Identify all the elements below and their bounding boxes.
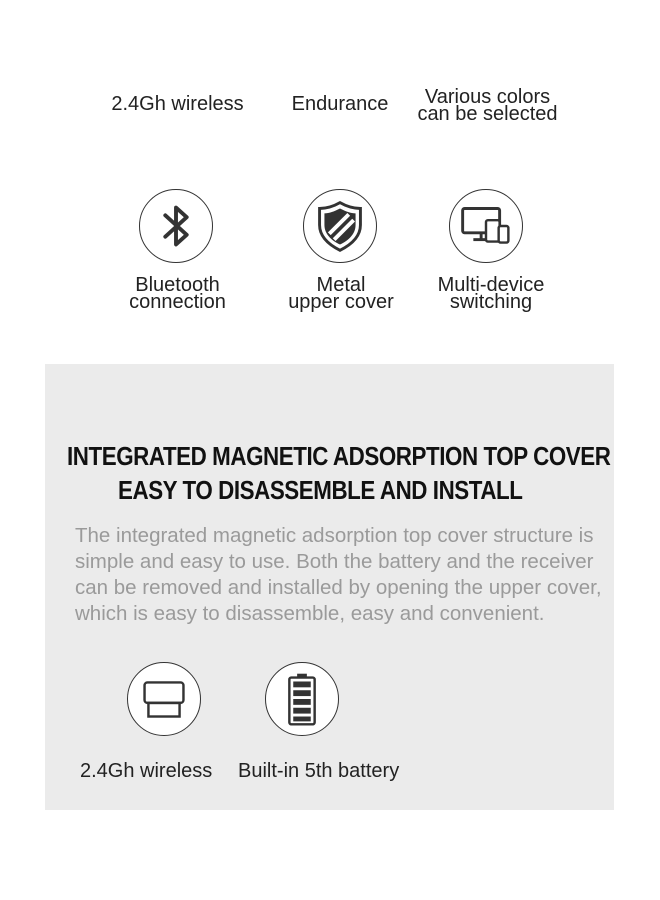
- panel-description: The integrated magnetic adsorption top cover structure is simple and easy to use. Both the battery and the receiver can be removed and installed by opening the upper cover, which is easy to disassemble, easy and convenient.: [75, 524, 602, 625]
- feature-endurance: [275, 93, 405, 115]
- feature-label-line2: connection: [129, 291, 226, 313]
- feature-multi-device: [410, 274, 572, 313]
- multi-device-icon: [449, 189, 523, 263]
- panel-headline-line1: INTEGRATED MAGNETIC ADSORPTION TOP COVER: [67, 441, 611, 471]
- feature-metal-cover: [265, 274, 417, 313]
- feature-label-line2: upper cover: [288, 291, 394, 313]
- battery-icon: [265, 662, 339, 736]
- feature-label-line1: Metal: [316, 274, 366, 296]
- panel-item-battery-label: Built-in 5th battery: [238, 760, 400, 782]
- usb-receiver-icon: [127, 662, 201, 736]
- panel-item-wireless-label: 2.4Gh wireless: [80, 760, 213, 782]
- feature-label-line1: Bluetooth: [135, 274, 220, 296]
- panel-headline-line2: EASY TO DISASSEMBLE AND INSTALL: [118, 475, 523, 505]
- feature-label: Endurance: [291, 93, 389, 115]
- feature-label: 2.4Gh wireless: [111, 93, 244, 115]
- feature-label-line1: Various colors: [424, 86, 551, 108]
- bluetooth-icon: [139, 189, 213, 263]
- feature-label-line2: switching: [449, 291, 533, 313]
- feature-label-line1: Multi-device: [437, 274, 545, 296]
- shield-icon: [303, 189, 377, 263]
- feature-2-4gh-wireless: [95, 93, 260, 115]
- feature-bluetooth: [100, 274, 255, 313]
- feature-label-line2: can be selected: [417, 103, 558, 125]
- feature-various-colors: [400, 86, 575, 125]
